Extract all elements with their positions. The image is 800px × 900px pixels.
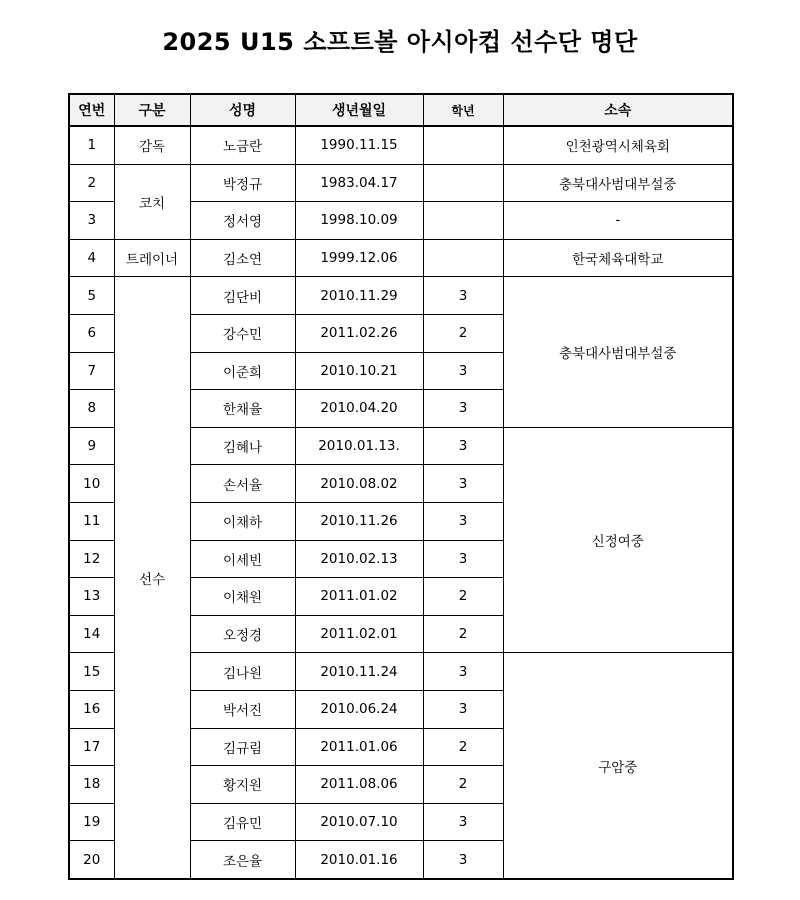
- cell-number: 8: [69, 390, 114, 428]
- cell-grade: 3: [423, 653, 503, 691]
- cell-affiliation: 구암중: [503, 653, 733, 879]
- cell-birthdate: 2011.01.02: [295, 578, 423, 616]
- cell-number: 10: [69, 465, 114, 503]
- cell-affiliation: 신정여중: [503, 427, 733, 653]
- cell-grade: 3: [423, 465, 503, 503]
- cell-grade: [423, 164, 503, 202]
- cell-grade: 3: [423, 352, 503, 390]
- cell-name: 김유민: [190, 803, 295, 841]
- cell-birthdate: 2010.11.26: [295, 502, 423, 540]
- cell-name: 조은율: [190, 841, 295, 879]
- cell-number: 16: [69, 690, 114, 728]
- cell-name: 김나원: [190, 653, 295, 691]
- cell-grade: [423, 239, 503, 277]
- cell-role: 감독: [114, 126, 190, 164]
- cell-role: 선수: [114, 277, 190, 879]
- table-row: [69, 126, 733, 164]
- cell-affiliation: 충북대사범대부설중: [503, 277, 733, 427]
- table-row: [69, 239, 733, 277]
- cell-grade: 3: [423, 690, 503, 728]
- header-role: 구분: [114, 94, 190, 126]
- cell-grade: 3: [423, 540, 503, 578]
- cell-birthdate: 2010.01.16: [295, 841, 423, 879]
- cell-name: 김소연: [190, 239, 295, 277]
- cell-grade: 3: [423, 502, 503, 540]
- cell-affiliation: 충북대사범대부설중: [503, 164, 733, 202]
- cell-number: 18: [69, 766, 114, 804]
- cell-grade: 2: [423, 766, 503, 804]
- cell-number: 7: [69, 352, 114, 390]
- cell-affiliation: -: [503, 202, 733, 240]
- cell-birthdate: 2010.11.24: [295, 653, 423, 691]
- cell-name: 오정경: [190, 615, 295, 653]
- header-birthdate: 생년월일: [295, 94, 423, 126]
- cell-name: 강수민: [190, 314, 295, 352]
- cell-name: 박정규: [190, 164, 295, 202]
- cell-grade: 3: [423, 390, 503, 428]
- cell-birthdate: 1983.04.17: [295, 164, 423, 202]
- cell-affiliation: 한국체육대학교: [503, 239, 733, 277]
- cell-name: 박서진: [190, 690, 295, 728]
- cell-birthdate: 2011.08.06: [295, 766, 423, 804]
- cell-birthdate: 2010.07.10: [295, 803, 423, 841]
- cell-number: 13: [69, 578, 114, 616]
- table-row: [69, 164, 733, 202]
- cell-birthdate: 2010.08.02: [295, 465, 423, 503]
- cell-number: 6: [69, 314, 114, 352]
- cell-birthdate: 2010.02.13: [295, 540, 423, 578]
- cell-birthdate: 2010.01.13.: [295, 427, 423, 465]
- cell-name: 한채율: [190, 390, 295, 428]
- page-title: 2025 U15 소프트볼 아시아컵 선수단 명단: [162, 28, 638, 56]
- cell-name: 김규림: [190, 728, 295, 766]
- cell-name: 손서율: [190, 465, 295, 503]
- cell-birthdate: 1998.10.09: [295, 202, 423, 240]
- cell-grade: 3: [423, 427, 503, 465]
- cell-birthdate: 2010.04.20: [295, 390, 423, 428]
- cell-number: 1: [69, 126, 114, 164]
- cell-birthdate: 1999.12.06: [295, 239, 423, 277]
- cell-number: 9: [69, 427, 114, 465]
- cell-affiliation: 인천광역시체육회: [503, 126, 733, 164]
- cell-role: 트레이너: [114, 239, 190, 277]
- cell-name: 정서영: [190, 202, 295, 240]
- cell-name: 이세빈: [190, 540, 295, 578]
- cell-name: 김혜나: [190, 427, 295, 465]
- cell-birthdate: 2011.01.06: [295, 728, 423, 766]
- table-row: [69, 277, 733, 315]
- cell-name: 이준희: [190, 352, 295, 390]
- cell-grade: [423, 126, 503, 164]
- cell-grade: 3: [423, 277, 503, 315]
- cell-grade: 2: [423, 615, 503, 653]
- cell-number: 5: [69, 277, 114, 315]
- roster-table: [68, 93, 734, 880]
- cell-number: 3: [69, 202, 114, 240]
- table-header-row: [69, 94, 733, 126]
- cell-grade: 2: [423, 578, 503, 616]
- cell-birthdate: 2010.06.24: [295, 690, 423, 728]
- cell-number: 12: [69, 540, 114, 578]
- cell-grade: [423, 202, 503, 240]
- cell-number: 11: [69, 502, 114, 540]
- cell-birthdate: 2011.02.01: [295, 615, 423, 653]
- cell-number: 14: [69, 615, 114, 653]
- header-number: 연번: [69, 94, 114, 126]
- header-affiliation: 소속: [503, 94, 733, 126]
- table-body: [69, 126, 733, 879]
- cell-grade: 3: [423, 803, 503, 841]
- cell-number: 4: [69, 239, 114, 277]
- cell-name: 이채하: [190, 502, 295, 540]
- cell-name: 황지원: [190, 766, 295, 804]
- cell-number: 15: [69, 653, 114, 691]
- header-name: 성명: [190, 94, 295, 126]
- cell-role: 코치: [114, 164, 190, 239]
- cell-number: 17: [69, 728, 114, 766]
- cell-grade: 2: [423, 728, 503, 766]
- header-grade: 학년: [423, 94, 503, 126]
- cell-number: 20: [69, 841, 114, 879]
- cell-birthdate: 1990.11.15: [295, 126, 423, 164]
- cell-grade: 2: [423, 314, 503, 352]
- cell-name: 이채원: [190, 578, 295, 616]
- cell-name: 노금란: [190, 126, 295, 164]
- cell-birthdate: 2010.10.21: [295, 352, 423, 390]
- cell-grade: 3: [423, 841, 503, 879]
- cell-number: 19: [69, 803, 114, 841]
- cell-birthdate: 2011.02.26: [295, 314, 423, 352]
- cell-birthdate: 2010.11.29: [295, 277, 423, 315]
- cell-number: 2: [69, 164, 114, 202]
- cell-name: 김단비: [190, 277, 295, 315]
